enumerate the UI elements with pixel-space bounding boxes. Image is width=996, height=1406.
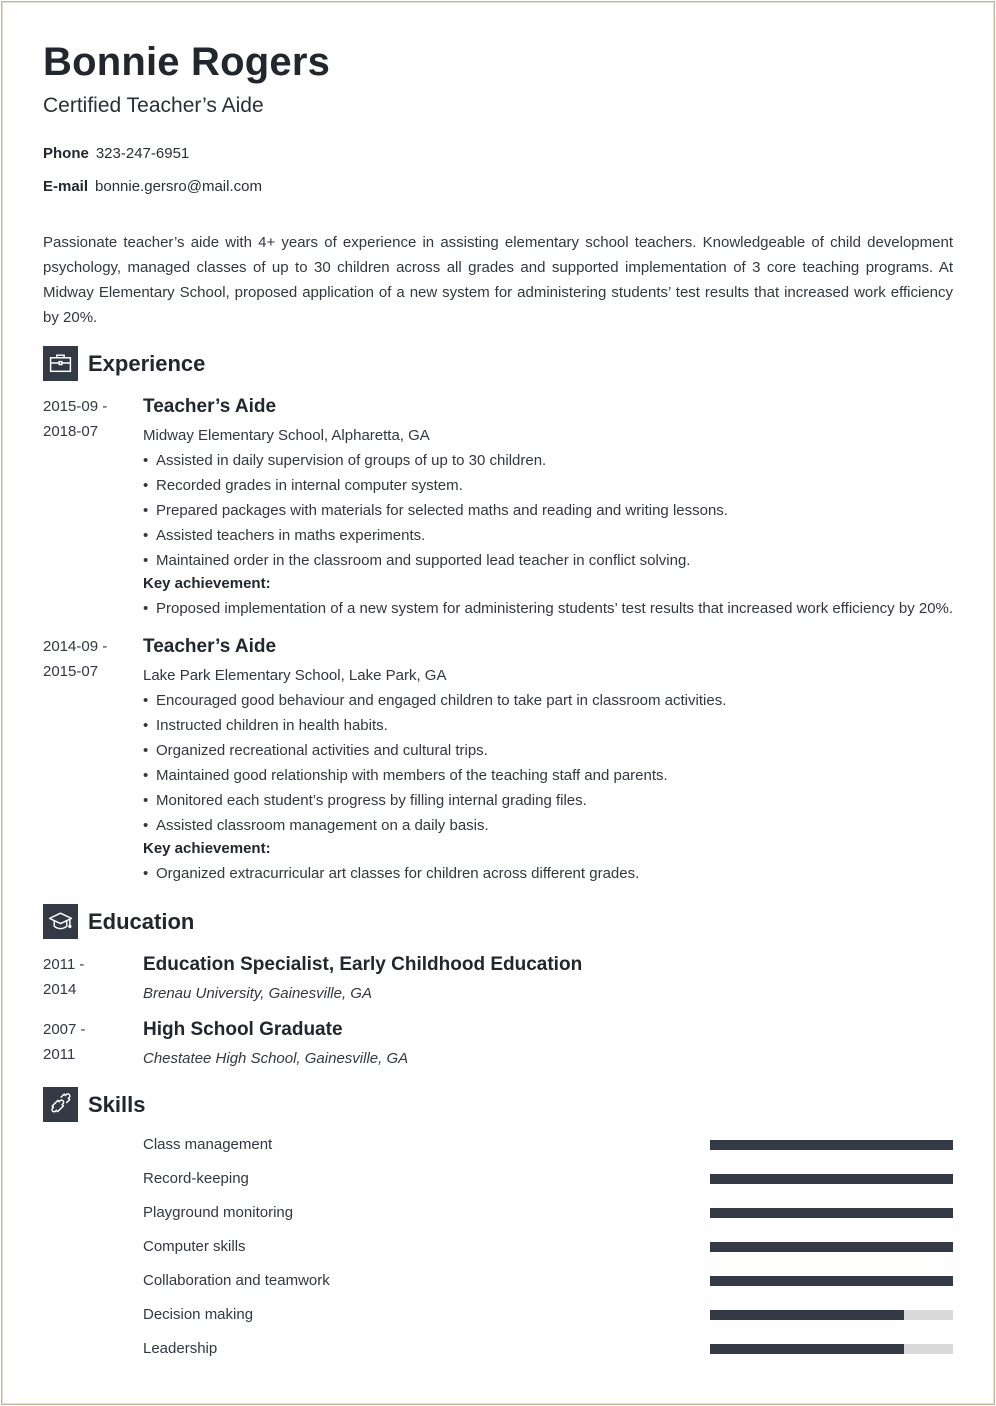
edu-1-dates	[43, 952, 133, 1002]
job-1-title: Teacher’s Aide	[143, 396, 277, 417]
list-item: • Proposed implementation of a new system for administering students’ test results that increased work efficiency by 20%.	[143, 596, 953, 621]
candidate-title: Certified Teacher’s Aide	[43, 94, 264, 117]
edu-2-date-start: 2007 -	[43, 1021, 86, 1038]
skill-row	[143, 1203, 953, 1223]
edu-1-body	[143, 952, 953, 1006]
briefcase-icon	[43, 346, 78, 381]
edu-1-date-end: 2014	[43, 981, 77, 998]
skills-heading: Skills	[88, 1091, 146, 1117]
job-2-dates	[43, 634, 133, 684]
graduation-cap-icon	[43, 904, 78, 939]
job-2-title: Teacher’s Aide	[143, 636, 277, 657]
candidate-name: Bonnie Rogers	[43, 40, 331, 84]
summary-paragraph: Passionate teacher’s aide with 4+ years of experience in assisting elementary school teachers. Knowledgeable of child development psychology, managed classes of up to 30 children across all grades and supported implementation of 3 core teaching programs. At Midway Elementary School, proposed application of a new system for administering students’ test results that increased work efficiency by 20%.	[43, 234, 953, 326]
experience-heading: Experience	[88, 350, 206, 376]
job-1-org: Midway Elementary School, Alpharetta, GA	[143, 427, 430, 444]
job-2-key-label: Key achievement:	[143, 840, 271, 857]
skill-bar	[710, 1344, 953, 1354]
job-2-org: Lake Park Elementary School, Lake Park, GA	[143, 667, 447, 684]
skill-name: Playground monitoring	[143, 1204, 294, 1221]
job-2-date-start: 2014-09 -	[43, 638, 108, 655]
job-2-body	[143, 634, 953, 886]
list-item: • Assisted classroom management on a daily basis.	[143, 813, 953, 838]
job-1-body	[143, 394, 953, 621]
job-1-bullets	[143, 448, 953, 573]
edu-2-degree: High School Graduate	[143, 1019, 343, 1040]
edu-2-school: Chestatee High School, Gainesville, GA	[143, 1050, 409, 1067]
skill-row	[143, 1305, 953, 1325]
skill-bar	[710, 1174, 953, 1184]
job-1-date-start: 2015-09 -	[43, 398, 108, 415]
skill-bar-fill	[710, 1174, 953, 1184]
edu-2-date-end: 2011	[43, 1046, 76, 1063]
job-1-dates	[43, 394, 133, 444]
skill-name: Class management	[143, 1136, 273, 1153]
job-2-date-end: 2015-07	[43, 663, 99, 680]
list-item: • Assisted teachers in maths experiments.	[143, 523, 953, 548]
edu-1-degree: Education Specialist, Early Childhood Education	[143, 954, 583, 975]
skill-bar	[710, 1208, 953, 1218]
email-value: bonnie.gersro@mail.com	[95, 178, 262, 195]
list-item: • Organized extracurricular art classes for children across different grades.	[143, 861, 953, 886]
skill-row	[143, 1237, 953, 1257]
education-heading: Education	[88, 908, 195, 934]
job-1-key-list	[143, 596, 953, 621]
skill-row	[143, 1339, 953, 1359]
skill-bar-fill	[710, 1344, 904, 1354]
skill-bar-fill	[710, 1140, 953, 1150]
skill-bar	[710, 1310, 953, 1320]
list-item: • Maintained good relationship with members of the teaching staff and parents.	[143, 763, 953, 788]
experience-section-header	[43, 346, 205, 381]
edu-2-body	[143, 1017, 953, 1071]
list-item: • Encouraged good behaviour and engaged children to take part in classroom activities.	[143, 688, 953, 713]
email-label: E-mail	[43, 178, 89, 195]
skill-name: Computer skills	[143, 1238, 246, 1255]
skill-name: Collaboration and teamwork	[143, 1272, 330, 1289]
contact-phone	[43, 145, 189, 162]
skill-name: Record-keeping	[143, 1170, 249, 1187]
list-item: • Maintained order in the classroom and supported lead teacher in conflict solving.	[143, 548, 953, 573]
skill-bar	[710, 1242, 953, 1252]
skill-row	[143, 1135, 953, 1155]
skill-bar-fill	[710, 1276, 953, 1286]
skill-bar-fill	[710, 1310, 904, 1320]
edu-2-dates	[43, 1017, 133, 1067]
skill-bar	[710, 1276, 953, 1286]
list-item: • Assisted in daily supervision of groups of up to 30 children.	[143, 448, 953, 473]
job-1-key-label: Key achievement:	[143, 575, 271, 592]
phone-label: Phone	[43, 145, 89, 162]
skill-name: Leadership	[143, 1340, 218, 1357]
job-1-date-end: 2018-07	[43, 423, 99, 440]
job-2-key-list	[143, 861, 953, 886]
list-item: • Recorded grades in internal computer system.	[143, 473, 953, 498]
skills-section-header	[43, 1087, 145, 1122]
skill-bar-fill	[710, 1208, 953, 1218]
puzzle-icon	[43, 1087, 78, 1122]
edu-1-school: Brenau University, Gainesville, GA	[143, 985, 372, 1002]
job-2-bullets	[143, 688, 953, 838]
skill-row	[143, 1169, 953, 1189]
list-item: • Monitored each student’s progress by filling internal grading files.	[143, 788, 953, 813]
skill-name: Decision making	[143, 1306, 254, 1323]
phone-value: 323-247-6951	[95, 145, 190, 162]
contact-email	[43, 178, 262, 195]
skill-row	[143, 1271, 953, 1291]
list-item: • Organized recreational activities and cultural trips.	[143, 738, 953, 763]
skill-bar	[710, 1140, 953, 1150]
education-section-header	[43, 904, 194, 939]
skill-bar-fill	[710, 1242, 953, 1252]
edu-1-date-start: 2011 -	[43, 956, 85, 973]
list-item: • Prepared packages with materials for selected maths and reading and writing lessons.	[143, 498, 953, 523]
list-item: • Instructed children in health habits.	[143, 713, 953, 738]
